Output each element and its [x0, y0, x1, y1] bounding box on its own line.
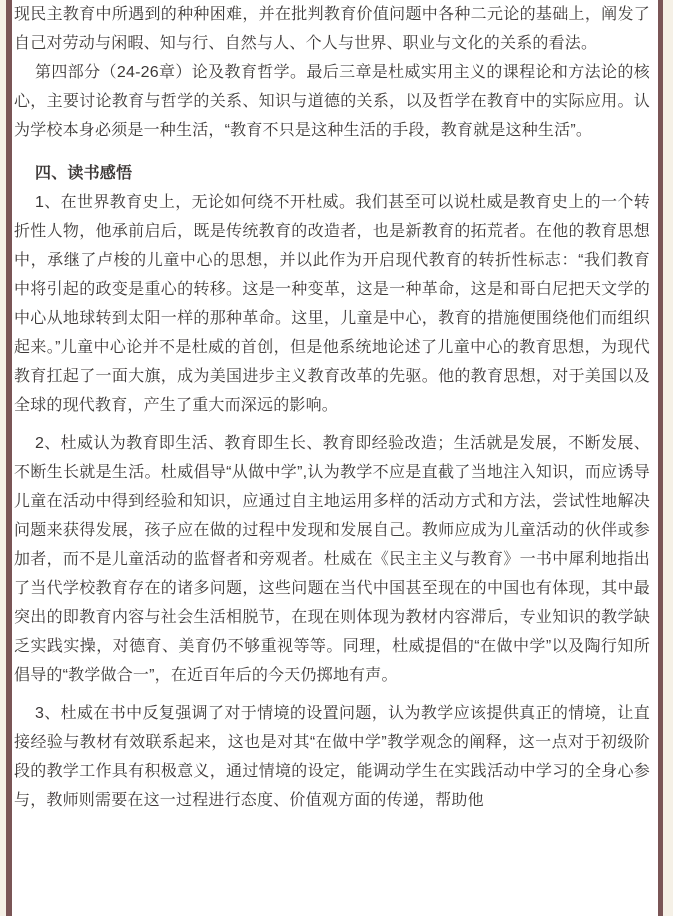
document-content-area — [6, 0, 663, 916]
paragraph-part-four: 第四部分（24-26章）论及教育哲学。最后三章是杜威实用主义的课程论和方法论的核心，主要讨论教育与哲学的关系、知识与道德的关系，以及哲学在教育中的实际应用。认为学校本身必须是一种生活，“教育不只是这种生活的手段，教育就是这种生活”。 — [14, 64, 650, 139]
section-heading-reading-reflections: 四、读书感悟 — [35, 165, 133, 182]
reflection-item-2: 2、杜威认为教育即生活、教育即生长、教育即经验改造；生活就是发展，不断发展、不断生长就是生活。杜威倡导“从做中学”,认为教学不应是直截了当地注入知识，而应诱导儿童在活动中得到经验和知识，应通过自主地运用多样的活动方式和方法，尝试性地解决问题来获得发展，孩子应在做的过程中发现和发展自己。教师应成为儿童活动的伙伴或参加者，而不是儿童活动的监督者和旁观者。杜威在《民主主义与教育》一书中犀利地指出了当代学校教育存在的诸多问题，这些问题在当代中国甚至现在的中国也有体现，其中最突出的即教育内容与社会生活相脱节，在现在则体现为教材内容滞后，专业知识的教学缺乏实践实操，对德育、美育仍不够重视等等。同理，杜威提倡的“在做中学”以及陶行知所倡导的“教学做合一”，在近百年后的今天仍掷地有声。 — [14, 435, 650, 684]
reflection-item-1: 1、在世界教育史上，无论如何绕不开杜威。我们甚至可以说杜威是教育史上的一个转折性人物，他承前启后，既是传统教育的改造者，也是新教育的拓荒者。在他的教育思想中，承继了卢梭的儿童中心的思想，并以此作为开启现代教育的转折性标志：“我们教育中将引起的政变是重心的转移。这是一种变革，这是一种革命，这是和哥白尼把天文学的中心从地球转到太阳一样的那种革命。这里，儿童是中心，教育的措施便围绕他们而组织起来。”儿童中心论并不是杜威的首创，但是他系统地论述了儿童中心的教育思想，为现代教育扛起了一面大旗，成为美国进步主义教育改革的先驱。他的教育思想，对于美国以及全球的现代教育，产生了重大而深远的影响。 — [14, 194, 650, 414]
reflection-item-3: 3、杜威在书中反复强调了对于情境的设置问题，认为教学应该提供真正的情境，让直接经验与教材有效联系起来，这也是对其“在做中学”教学观念的阐释，这一点对于初级阶段的教学工作具有积极意义，通过情境的设定，能调动学生在实践活动中学习的全身心参与，教师则需要在这一过程进行态度、价值观方面的传递，帮助他 — [14, 705, 650, 809]
paragraph-continuation: 现民主教育中所遇到的种种困难，并在批判教育价值问题中各种二元论的基础上，阐发了自己对劳动与闲暇、知与行、自然与人、个人与世界、职业与文化的关系的看法。 — [14, 6, 650, 52]
